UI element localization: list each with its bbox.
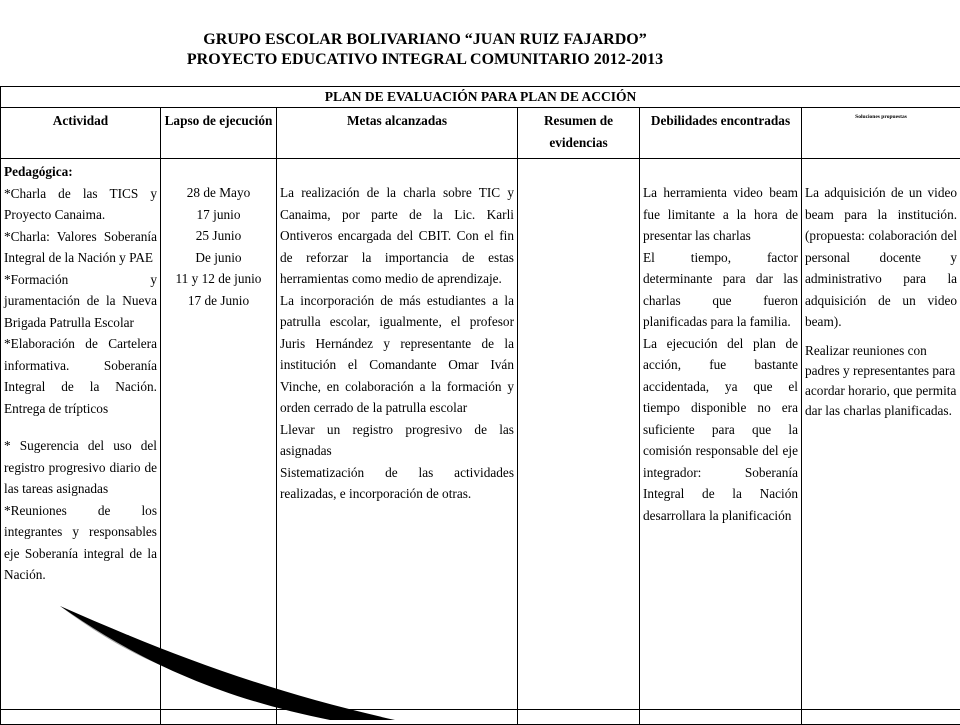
empty-cell xyxy=(1,710,161,725)
actividad-item: *Charla de las TICS y Proyecto Canaima. xyxy=(4,183,157,226)
debilidades-cell xyxy=(640,159,802,710)
column-header-soluciones: Soluciones propuestas xyxy=(802,108,960,159)
meta-item: La realización de la charla sobre TIC y Canaima, por parte de la Lic. Karli Ontiveros encargada del CBIT. Con el fin de reforzar la importancia de estas herramientas como medio de aprendizaje. xyxy=(280,182,514,290)
project-name: PROYECTO EDUCATIVO INTEGRAL COMUNITARIO 2012-2013 xyxy=(0,50,850,70)
actividad-item: *Elaboración de Cartelera informativa. Soberanía Integral de la Nación. Entrega de trípticos xyxy=(4,333,157,419)
column-header-actividad: Actividad xyxy=(1,108,161,159)
actividad-item: *Reuniones de los integrantes y responsables eje Soberanía integral de la Nación. xyxy=(4,500,157,586)
soluciones-cell xyxy=(802,159,960,710)
empty-cell xyxy=(802,710,960,725)
actividad-item: *Charla: Valores Soberanía Integral de la Nación y PAE xyxy=(4,226,157,269)
debilidad-item: El tiempo, factor determinante para dar las charlas que fueron planificadas para la familia. xyxy=(643,247,798,333)
empty-cell xyxy=(518,710,640,725)
lapso-date: 28 de Mayo xyxy=(164,182,273,204)
actividad-heading: Pedagógica: xyxy=(4,161,157,183)
meta-item: La incorporación de más estudiantes a la patrulla escolar, igualmente, el profesor Juris Hernández y representante de la institución el Comandante Omar Iván Vinche, en colaboración a la formación y orden cerrado de la patrulla escolar xyxy=(280,290,514,419)
debilidad-item: La ejecución del plan de acción, fue bastante accidentada, ya que el tiempo disponible no era suficiente para que la comisión responsable del eje integrador: Soberanía Integral de la Nación desarrollara la planificación xyxy=(643,333,798,527)
table-title: PLAN DE EVALUACIÓN PARA PLAN DE ACCIÓN xyxy=(1,87,960,108)
metas-cell xyxy=(277,159,518,710)
actividad-item: * Sugerencia del uso del registro progresivo diario de las tareas asignadas xyxy=(4,435,157,500)
empty-cell xyxy=(161,710,277,725)
empty-cell xyxy=(277,710,518,725)
school-name: GRUPO ESCOLAR BOLIVARIANO “JUAN RUIZ FAJARDO” xyxy=(0,30,850,50)
meta-item: Sistematización de las actividades realizadas, e incorporación de otras. xyxy=(280,462,514,505)
lapso-cell xyxy=(161,159,277,710)
debilidad-item: La herramienta video beam fue limitante a la hora de presentar las charlas xyxy=(643,182,798,247)
column-header-metas: Metas alcanzadas xyxy=(277,108,518,159)
lapso-date: 17 de Junio xyxy=(164,290,273,312)
lapso-date: De junio xyxy=(164,247,273,269)
document-header xyxy=(0,30,850,70)
column-header-debilidades: Debilidades encontradas xyxy=(640,108,802,159)
resumen-cell xyxy=(518,159,640,710)
lapso-date: 25 Junio xyxy=(164,225,273,247)
lapso-date: 17 junio xyxy=(164,204,273,226)
actividad-cell xyxy=(1,159,161,710)
solucion-item: Realizar reuniones con padres y representantes para acordar horario, que permita dar las charlas planificadas. xyxy=(805,341,957,421)
meta-item: Llevar un registro progresivo de las asignadas xyxy=(280,419,514,462)
actividad-item: *Formación y juramentación de la Nueva Brigada Patrulla Escolar xyxy=(4,269,157,334)
empty-cell xyxy=(640,710,802,725)
column-header-lapso: Lapso de ejecución xyxy=(161,108,277,159)
evaluation-table xyxy=(0,86,960,725)
lapso-date: 11 y 12 de junio xyxy=(164,268,273,290)
solucion-item: La adquisición de un video beam para la institución.(propuesta: colaboración del personal docente y administrativo para la adquisición de un video beam). xyxy=(805,182,957,333)
column-header-resumen: Resumen de evidencias xyxy=(518,108,640,159)
